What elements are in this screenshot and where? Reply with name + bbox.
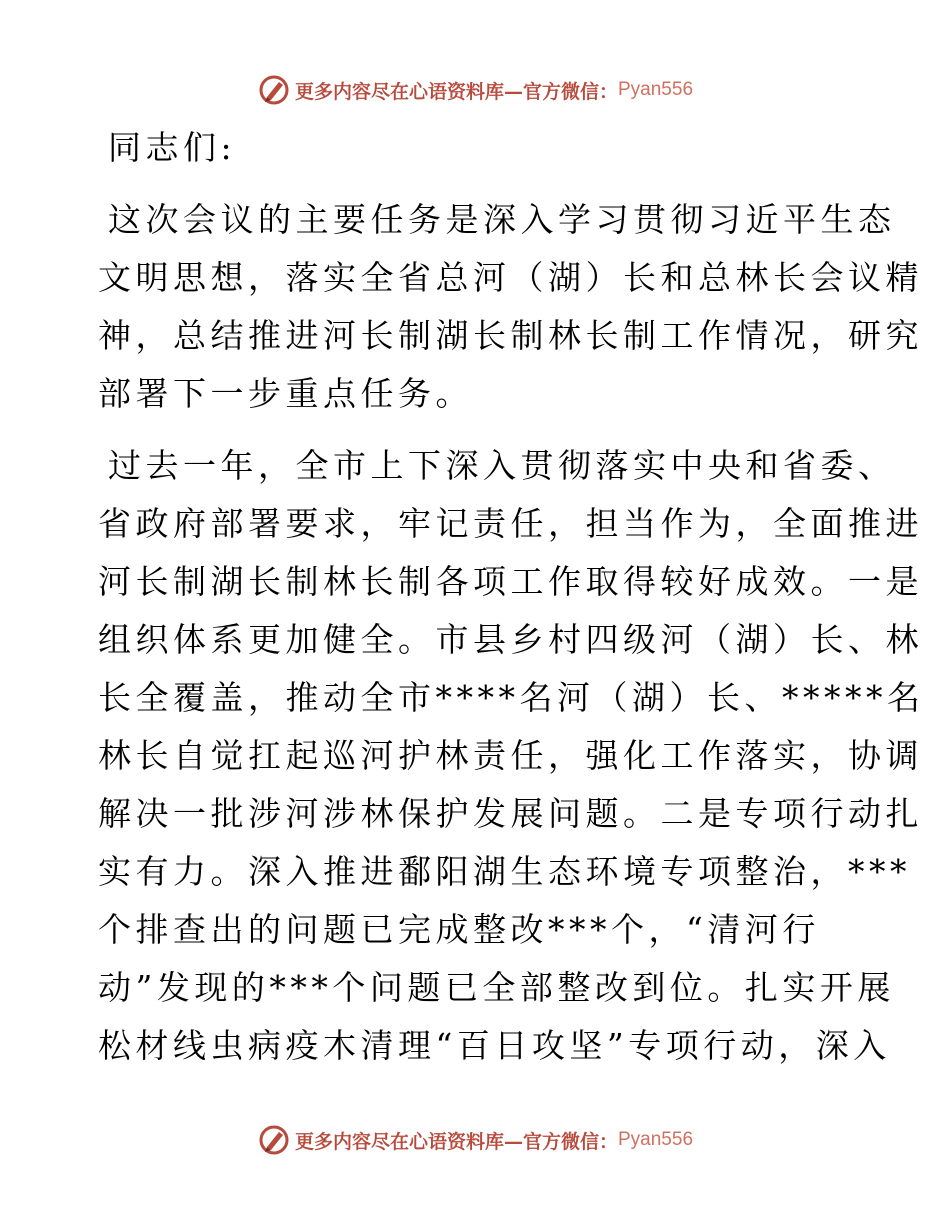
paragraph-line: 解决一批涉河涉林保护发展问题。二是专项行动扎 [98,794,923,833]
paragraph-line: 个排查出的问题已完成整改***个，“清河行 [98,910,820,949]
salutation: 同志们: [108,128,237,167]
paragraph-line: 部署下一步重点任务。 [98,374,473,413]
paragraph-line: 这次会议的主要任务是深入学习贯彻习近平生态 [108,200,896,239]
footer-watermark [0,1120,950,1160]
paragraph-line: 动”发现的***个问题已全部整改到位。扎实开展 [98,968,895,1007]
pen-logo-icon [257,1123,291,1157]
paragraph-line: 河长制湖长制林长制各项工作取得较好成效。一是 [98,562,923,601]
paragraph-line: 实有力。深入推进鄱阳湖生态环境专项整治，*** [98,852,911,891]
paragraph-line: 组织体系更加健全。市县乡村四级河（湖）长、林 [98,620,923,659]
paragraph-line: 神，总结推进河长制湖长制林长制工作情况，研究 [98,316,923,355]
header-watermark [0,70,950,110]
watermark-id: Pyan556 [618,79,694,100]
paragraph-line: 长全覆盖，推动全市****名河（湖）长、*****名 [98,678,925,717]
watermark-text: 更多内容尽在心语资料库—官方微信： [294,80,618,103]
paragraph-line: 林长自觉扛起巡河护林责任，强化工作落实，协调 [98,736,923,775]
pen-logo-icon [257,73,291,107]
paragraph-line: 省政府部署要求，牢记责任，担当作为，全面推进 [98,504,923,543]
paragraph-line: 过去一年，全市上下深入贯彻落实中央和省委、 [108,446,896,485]
watermark-text: 更多内容尽在心语资料库—官方微信： [294,1130,618,1153]
paragraph-line: 文明思想，落实全省总河（湖）长和总林长会议精 [98,258,923,297]
watermark-id: Pyan556 [618,1129,694,1150]
paragraph-line: 松材线虫病疫木清理“百日攻坚”专项行动，深入 [98,1026,891,1065]
